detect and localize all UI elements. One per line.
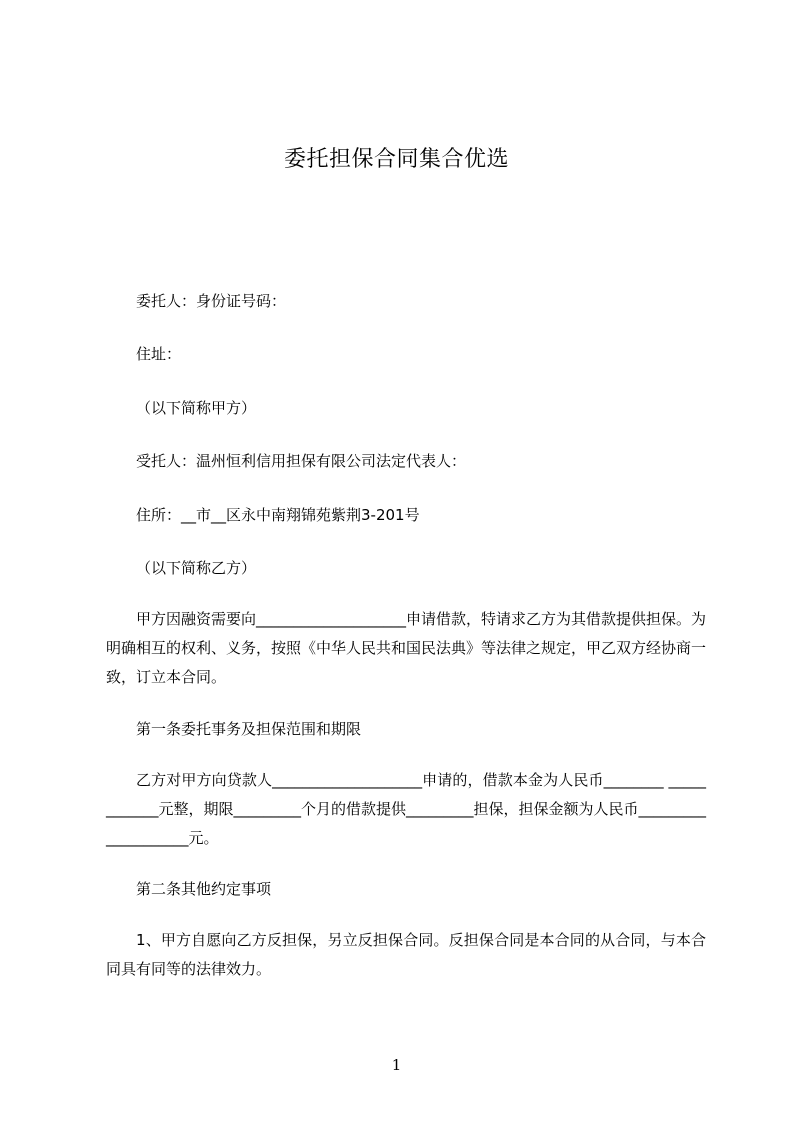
trustee-address-line: 住所：__市__区永中南翔锦苑紫荆3-201号 [136,506,420,524]
preamble-paragraph: 甲方因融资需要向____________________申请借款，特请求乙方为其借款提供担保。为明确相互的权利、义务，按照《中华人民共和国民法典》等法律之规定，甲乙双方经协商一致，订立本合同。 [106,610,707,686]
party-a-note: （以下简称甲方） [136,399,257,417]
article-1-heading: 第一条委托事务及担保范围和期限 [136,720,362,738]
party-b-note: （以下简称乙方） [136,559,257,577]
principal-address-line: 住址： [136,345,182,363]
trustee-line: 受托人：温州恒利信用担保有限公司法定代表人： [136,452,467,470]
document-title: 委托担保合同集合优选 [283,147,509,172]
page-number: 1 [391,1056,402,1074]
article-1-paragraph: 乙方对甲方向贷款人____________________申请的，借款本金为人民币________ ____________元整，期限_________个月的借款提供_________担保，担保金额为人民币____________________元。 [106,771,707,847]
article-2-item-1: 1、甲方自愿向乙方反担保，另立反担保合同。反担保合同是本合同的从合同，与本合同具有同等的法律效力。 [106,931,706,978]
principal-line: 委托人：身份证号码： [136,292,287,310]
article-2-heading: 第二条其他约定事项 [136,880,272,898]
